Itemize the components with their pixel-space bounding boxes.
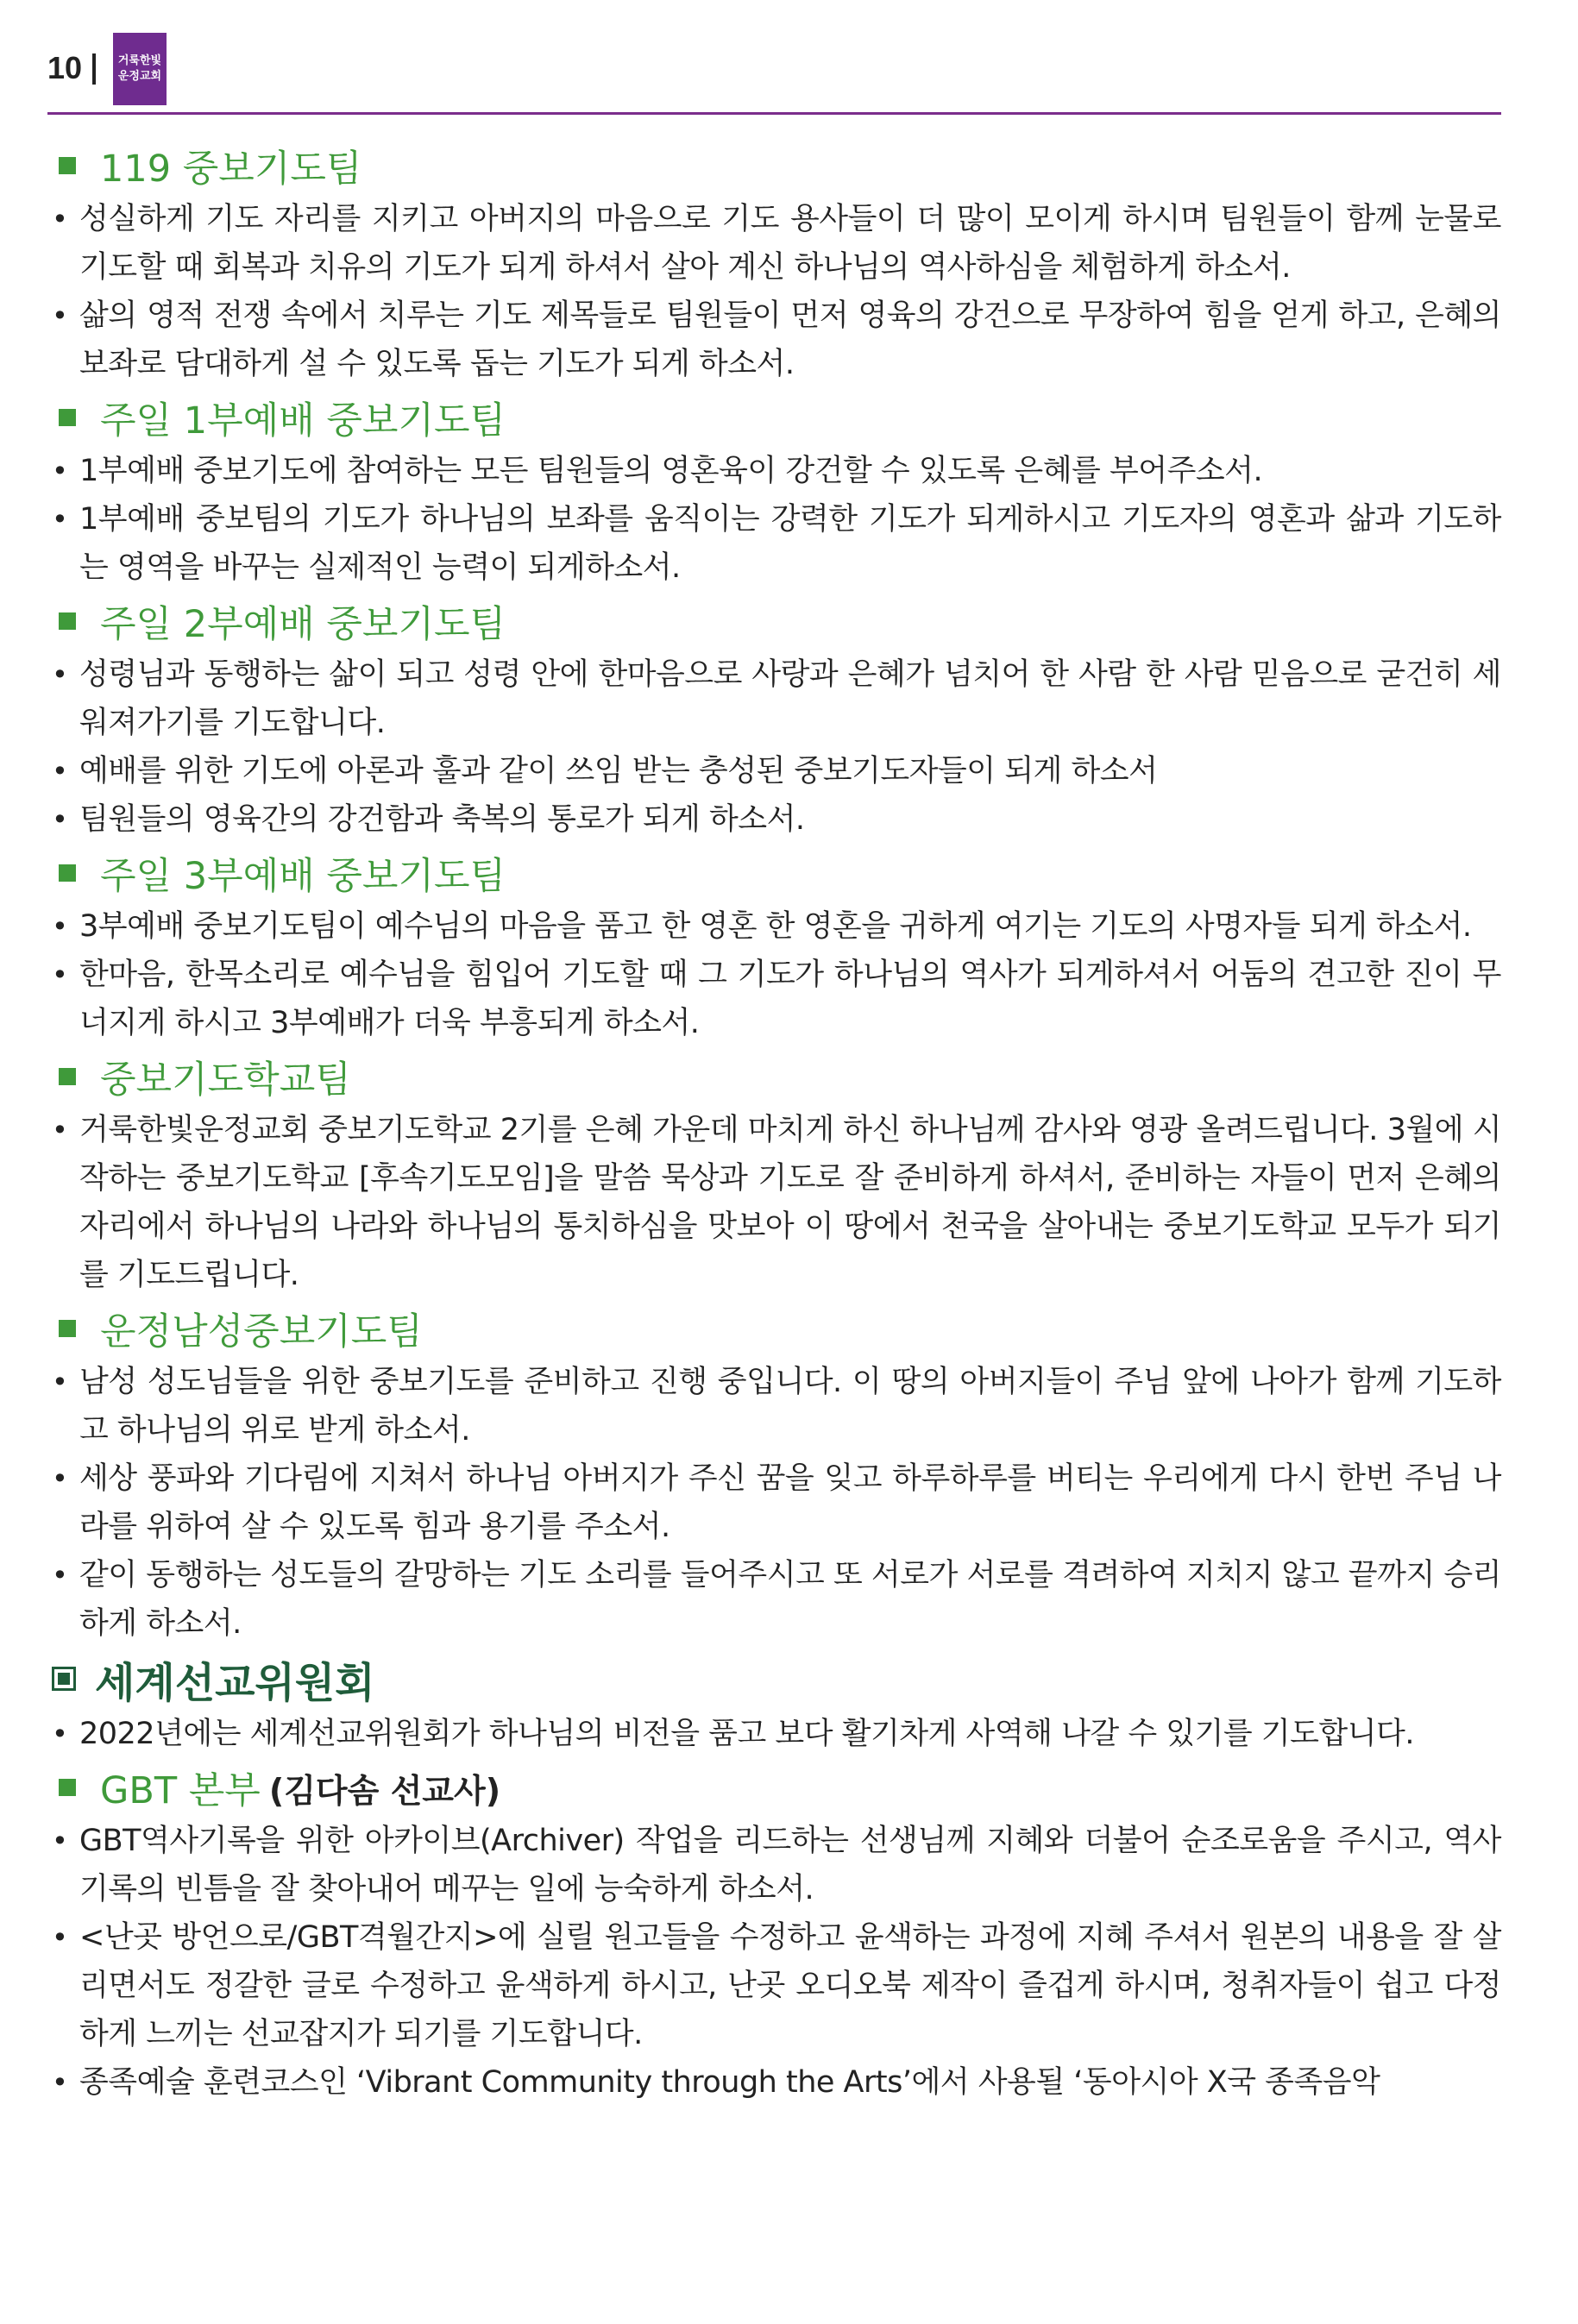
square-bullet-icon xyxy=(59,612,76,630)
list-item: • 성실하게 기도 자리를 지키고 아버지의 마음으로 기도 용사들이 더 많이 모이게 하시며 팀원들이 함께 눈물로 기도할 때 회복과 치유의 기도가 되게 하셔서 살아 계신 하나님의 역사하심을 체험하게 하소서. xyxy=(52,195,1501,292)
list-item: • 삶의 영적 전쟁 속에서 치루는 기도 제목들로 팀원들이 먼저 영육의 강건으로 무장하여 힘을 얻게 하고, 은혜의 보좌로 담대하게 설 수 있도록 돕는 기도가 되게 하소서. xyxy=(52,292,1501,388)
page-number: 10 xyxy=(47,50,83,85)
church-logo xyxy=(113,33,167,105)
major-title: 세계선교위원회 xyxy=(95,1658,375,1707)
section-title: 주일 3부예배 중보기도팀 xyxy=(100,854,506,898)
page-header xyxy=(47,33,1501,115)
list-item: • 1부예배 중보팀의 기도가 하나님의 보좌를 움직이는 강력한 기도가 되게하시고 기도자의 영혼과 삶과 기도하는 영역을 바꾸는 실제적인 능력이 되게하소서. xyxy=(52,495,1501,592)
list-item: • 같이 동행하는 성도들의 갈망하는 기도 소리를 들어주시고 또 서로가 서로를 격려하여 지치지 않고 끝까지 승리하게 하소서. xyxy=(52,1551,1501,1648)
square-bullet-icon xyxy=(59,1068,76,1085)
section-heading-119 xyxy=(52,138,1501,193)
list-item: • 거룩한빛운정교회 중보기도학교 2기를 은혜 가운데 마치게 하신 하나님께 감사와 영광 올려드립니다. 3월에 시작하는 중보기도학교 [후속기도모임]을 말씀 묵상과 기도로 잘 준비하게 하셔서, 준비하는 자들이 먼저 은혜의 자리에서 하나님의 나라와 하나님의 통치하심을 맛보아 이 땅에서 천국을 살아내는 중보기도학교 모두가 되기를 기도드립니다. xyxy=(52,1106,1501,1299)
major-heading-world-mission xyxy=(52,1649,1501,1708)
section-heading-prayer-school xyxy=(52,1049,1501,1104)
page-number-separator xyxy=(92,53,96,85)
list-item: • 3부예배 중보기도팀이 예수님의 마음을 품고 한 영혼 한 영혼을 귀하게 여기는 기도의 사명자들 되게 하소서. xyxy=(52,902,1501,951)
list-item: • 성령님과 동행하는 삶이 되고 성령 안에 한마음으로 사랑과 은혜가 넘치어 한 사람 한 사람 믿음으로 굳건히 세워져가기를 기도합니다. xyxy=(52,650,1501,747)
section-heading-mens-prayer xyxy=(52,1301,1501,1356)
section-title: 주일 2부예배 중보기도팀 xyxy=(100,602,506,646)
list-item: • 세상 풍파와 기다림에 지쳐서 하나님 아버지가 주신 꿈을 잊고 하루하루를 버티는 우리에게 다시 한번 주님 나라를 위하여 살 수 있도록 힘과 용기를 주소서. xyxy=(52,1454,1501,1551)
square-bullet-icon xyxy=(59,409,76,426)
list-item: • 1부예배 중보기도에 참여하는 모든 팀원들의 영혼육이 강건할 수 있도록 은혜를 부어주소서. xyxy=(52,447,1501,495)
section-title: GBT 본부 xyxy=(100,1768,261,1812)
section-heading-service2 xyxy=(52,594,1501,649)
logo-line-2: 운정교회 xyxy=(117,70,162,83)
section-title: 운정남성중보기도팀 xyxy=(100,1310,423,1354)
list-item: • 팀원들의 영육간의 강건함과 축복의 통로가 되게 하소서. xyxy=(52,795,1501,844)
section-heading-gbt xyxy=(52,1760,1501,1815)
list-item: • 예배를 위한 기도에 아론과 훌과 같이 쓰임 받는 충성된 중보기도자들이 되게 하소서 xyxy=(52,747,1501,795)
page-content xyxy=(52,136,1501,2107)
section-title-suffix: (김다솜 선교사) xyxy=(268,1771,501,1810)
list-item: • GBT역사기록을 위한 아카이브(Archiver) 작업을 리드하는 선생님께 지혜와 더불어 순조로움을 주시고, 역사기록의 빈틈을 잘 찾아내어 메꾸는 일에 능숙하게 하소서. xyxy=(52,1817,1501,1913)
square-bullet-icon xyxy=(59,1779,76,1796)
logo-line-1: 거룩한빛 xyxy=(117,54,162,67)
list-item: • 2022년에는 세계선교위원회가 하나님의 비전을 품고 보다 활기차게 사역해 나갈 수 있기를 기도합니다. xyxy=(52,1710,1501,1758)
section-heading-service1 xyxy=(52,390,1501,445)
section-title: 119 중보기도팀 xyxy=(100,147,362,191)
list-item: • <난곳 방언으로/GBT격월간지>에 실릴 원고들을 수정하고 윤색하는 과정에 지혜 주셔서 원본의 내용을 잘 살리면서도 정갈한 글로 수정하고 윤색하게 하시고, 난곳 오디오북 제작이 즐겁게 하시며, 청취자들이 쉽고 다정하게 느끼는 선교잡지가 되기를 기도합니다. xyxy=(52,1913,1501,2058)
section-title: 중보기도학교팀 xyxy=(100,1058,351,1102)
square-bullet-icon xyxy=(59,1320,76,1337)
list-item: • 남성 성도님들을 위한 중보기도를 준비하고 진행 중입니다. 이 땅의 아버지들이 주님 앞에 나아가 함께 기도하고 하나님의 위로 받게 하소서. xyxy=(52,1358,1501,1454)
section-heading-service3 xyxy=(52,845,1501,901)
square-bullet-icon xyxy=(59,157,76,174)
list-item: • 종족예술 훈련코스인 ‘Vibrant Community through the Arts’에서 사용될 ‘동아시아 X국 종족음악 xyxy=(52,2058,1501,2107)
section-title: 주일 1부예배 중보기도팀 xyxy=(100,399,506,443)
boxed-square-icon xyxy=(52,1667,76,1691)
square-bullet-icon xyxy=(59,864,76,882)
list-item: • 한마음, 한목소리로 예수님을 힘입어 기도할 때 그 기도가 하나님의 역사가 되게하셔서 어둠의 견고한 진이 무너지게 하시고 3부예배가 더욱 부흥되게 하소서. xyxy=(52,951,1501,1047)
